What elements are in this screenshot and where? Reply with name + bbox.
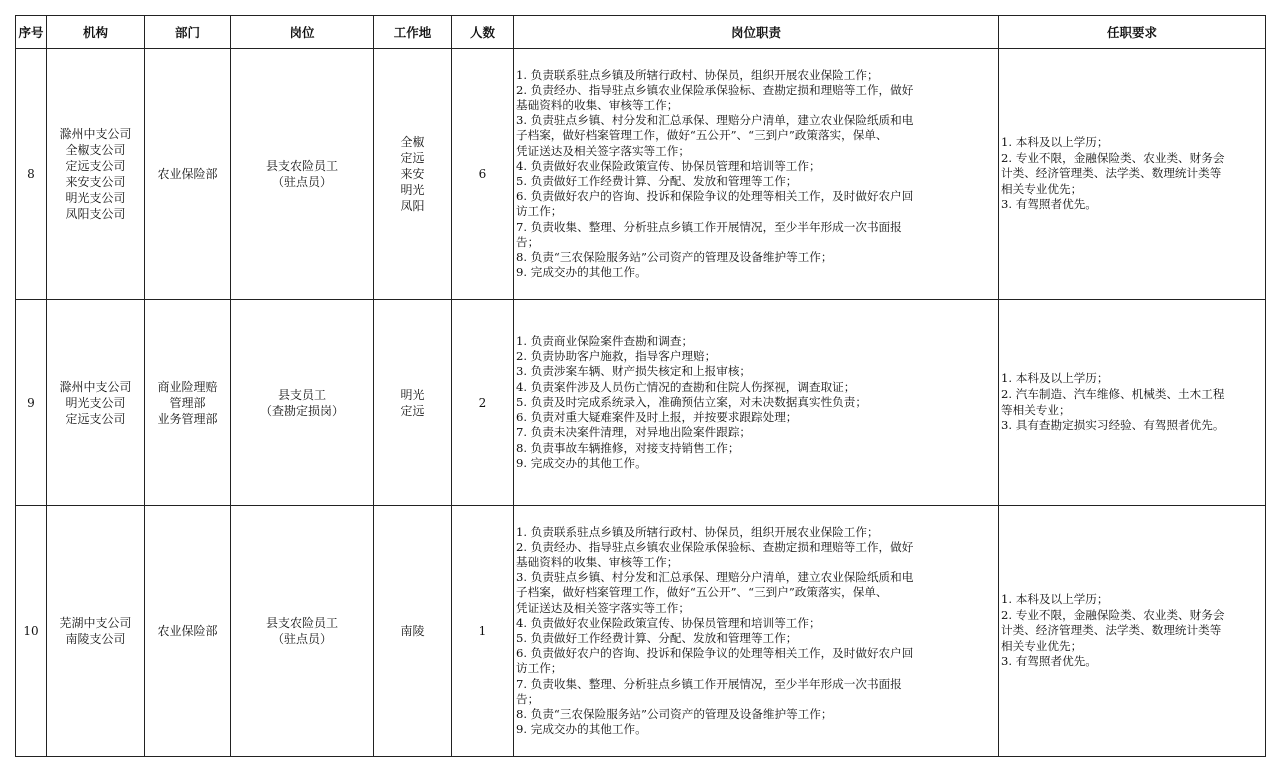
duty-line: 7. 负责未决案件清理，对异地出险案件跟踪； (516, 425, 752, 440)
location-line: 全椒 (400, 135, 425, 149)
org-line: 滁州中支公司 (59, 127, 132, 141)
org-line: 全椒支公司 (65, 143, 126, 157)
duty-line: 7. 负责收集、整理、分析驻点乡镇工作开展情况，至少半年形成一次书面报 (516, 219, 902, 234)
post-line: （查勘定损岗） (259, 403, 344, 418)
header-post: 岗位 (231, 16, 374, 49)
dept-line: 农业保险部 (157, 167, 218, 181)
cell-requirements (999, 49, 1266, 300)
dept-line: 业务管理部 (157, 411, 218, 426)
org-line: 明光支公司 (65, 395, 126, 410)
header-org: 机构 (47, 16, 145, 49)
header-requirements: 任职要求 (999, 16, 1266, 49)
duty-line: 6. 负责对重大疑难案件及时上报，并按要求跟踪处理； (516, 410, 798, 425)
cell-post (231, 506, 374, 757)
job-table-container (15, 15, 1266, 757)
cell-location (374, 300, 452, 506)
header-row (16, 16, 1266, 49)
duty-line: 5. 负责及时完成系统录入，准确预估立案，对未决数据真实性负责； (516, 394, 867, 409)
cell-dept (145, 506, 231, 757)
requirement-line: 相关专业优先； (1001, 181, 1083, 196)
requirement-line: 计类、经济管理类、法学类、数理统计类等 (1001, 166, 1222, 181)
requirement-line: 2. 汽车制造、汽车维修、机械类、土木工程 (1001, 386, 1225, 401)
cell-org (47, 506, 145, 757)
requirement-line: 1. 本科及以上学历； (1001, 371, 1109, 386)
post-line: 县支农险员工 (265, 159, 338, 173)
header-location: 工作地 (374, 16, 452, 49)
post-line: （驻点员） (271, 632, 332, 646)
cell-count: 1 (452, 506, 514, 757)
duty-line: 8. 负责“三农保险服务站”公司资产的管理及设备维护等工作； (516, 707, 833, 722)
duty-line: 子档案，做好档案管理工作，做好“五公开”、“三到户”政策落实，保单、 (516, 585, 888, 600)
org-line: 定远支公司 (65, 159, 126, 173)
duty-line: 7. 负责收集、整理、分析驻点乡镇工作开展情况，至少半年形成一次书面报 (516, 676, 902, 691)
cell-seq: 9 (16, 300, 47, 506)
cell-org (47, 49, 145, 300)
table-row (16, 300, 1266, 506)
duty-line: 告； (516, 234, 540, 249)
cell-requirements (999, 300, 1266, 506)
duty-line: 1. 负责商业保险案件查勘和调查； (516, 334, 694, 349)
cell-count: 2 (452, 300, 514, 506)
requirement-line: 3. 有驾照者优先。 (1001, 654, 1097, 669)
duty-line: 基础资料的收集、审核等工作； (516, 554, 679, 569)
requirement-line: 2. 专业不限，金融保险类、农业类、财务会 (1001, 150, 1225, 165)
cell-duties (514, 300, 999, 506)
location-line: 凤阳 (400, 199, 425, 213)
cell-requirements (999, 506, 1266, 757)
duty-line: 6. 负责做好农户的咨询、投诉和保险争议的处理等相关工作，及时做好农户回 (516, 189, 914, 204)
dept-line: 商业险理赔 (157, 379, 218, 394)
post-line: 县支员工 (277, 387, 326, 402)
cell-seq: 10 (16, 506, 47, 757)
duty-line: 1. 负责联系驻点乡镇及所辖行政村、协保员，组织开展农业保险工作； (516, 67, 879, 82)
job-table (15, 15, 1266, 757)
location-line: 明光 (400, 387, 425, 402)
org-line: 南陵支公司 (65, 632, 126, 646)
header-seq: 序号 (16, 16, 47, 49)
duty-line: 5. 负责做好工作经费计算、分配、发放和管理等工作； (516, 631, 798, 645)
location-line: 定远 (400, 151, 425, 165)
duty-line: 2. 负责协助客户施救，指导客户理赔； (516, 349, 717, 364)
cell-duties (514, 506, 999, 757)
duty-line: 3. 负责驻点乡镇、村分发和汇总承保、理赔分户清单，建立农业保险纸质和电 (516, 570, 914, 585)
requirement-line: 相关专业优先； (1001, 638, 1083, 653)
duty-line: 访工作； (516, 204, 563, 219)
duty-line: 凭证送达及相关签字落实等工作； (516, 143, 690, 158)
header-dept: 部门 (145, 16, 231, 49)
duty-line: 1. 负责联系驻点乡镇及所辖行政村、协保员，组织开展农业保险工作； (516, 524, 879, 539)
header-duties: 岗位职责 (514, 16, 999, 49)
requirement-line: 3. 有驾照者优先。 (1001, 197, 1097, 212)
duty-line: 3. 负责驻点乡镇、村分发和汇总承保、理赔分户清单，建立农业保险纸质和电 (516, 113, 914, 128)
requirement-line: 3. 具有查勘定损实习经验、有驾照者优先。 (1001, 418, 1225, 433)
dept-line: 管理部 (169, 395, 206, 410)
dept-line: 农业保险部 (157, 624, 218, 638)
cell-location (374, 506, 452, 757)
post-line: 县支农险员工 (265, 616, 338, 630)
org-line: 滁州中支公司 (59, 379, 132, 394)
cell-org (47, 300, 145, 506)
location-line: 定远 (400, 403, 425, 418)
requirement-line: 等相关专业； (1001, 402, 1071, 417)
requirement-line: 1. 本科及以上学历； (1001, 135, 1109, 150)
cell-count: 6 (452, 49, 514, 300)
requirement-line: 计类、经济管理类、法学类、数理统计类等 (1001, 623, 1222, 638)
duty-line: 告； (516, 691, 540, 706)
duty-line: 访工作； (516, 661, 563, 676)
duty-line: 9. 完成交办的其他工作。 (516, 722, 647, 737)
cell-duties (514, 49, 999, 300)
org-line: 定远支公司 (65, 411, 126, 426)
duty-line: 9. 完成交办的其他工作。 (516, 455, 647, 470)
location-line: 南陵 (400, 624, 425, 638)
post-line: （驻点员） (271, 175, 332, 189)
cell-dept (145, 49, 231, 300)
cell-post (231, 49, 374, 300)
duty-line: 4. 负责做好农业保险政策宣传、协保员管理和培训等工作； (516, 615, 821, 630)
table-row (16, 49, 1266, 300)
duty-line: 4. 负责做好农业保险政策宣传、协保员管理和培训等工作； (516, 158, 821, 173)
duty-line: 2. 负责经办、指导驻点乡镇农业保险承保验标、查勘定损和理赔等工作，做好 (516, 82, 914, 97)
requirement-line: 2. 专业不限，金融保险类、农业类、财务会 (1001, 607, 1225, 622)
location-line: 来安 (400, 167, 425, 181)
duty-line: 5. 负责做好工作经费计算、分配、发放和管理等工作； (516, 174, 798, 188)
duty-line: 2. 负责经办、指导驻点乡镇农业保险承保验标、查勘定损和理赔等工作，做好 (516, 539, 914, 554)
location-line: 明光 (400, 183, 425, 197)
cell-post (231, 300, 374, 506)
duty-line: 3. 负责涉案车辆、财产损失核定和上报审核； (516, 364, 752, 379)
org-line: 明光支公司 (65, 191, 126, 205)
requirement-line: 1. 本科及以上学历； (1001, 592, 1109, 607)
duty-line: 8. 负责“三农保险服务站”公司资产的管理及设备维护等工作； (516, 250, 833, 265)
cell-dept (145, 300, 231, 506)
org-line: 凤阳支公司 (65, 207, 126, 221)
duty-line: 子档案，做好档案管理工作，做好“五公开”、“三到户”政策落实，保单、 (516, 128, 888, 143)
duty-line: 9. 完成交办的其他工作。 (516, 265, 647, 280)
header-count: 人数 (452, 16, 514, 49)
cell-location (374, 49, 452, 300)
duty-line: 4. 负责案件涉及人员伤亡情况的查勘和住院人伤探视，调查取证； (516, 379, 856, 394)
org-line: 芜湖中支公司 (59, 616, 132, 630)
cell-seq: 8 (16, 49, 47, 300)
duty-line: 8. 负责事故车辆推修，对接支持销售工作； (516, 440, 740, 455)
duty-line: 基础资料的收集、审核等工作； (516, 97, 679, 112)
table-row (16, 506, 1266, 757)
org-line: 来安支公司 (65, 175, 126, 189)
duty-line: 凭证送达及相关签字落实等工作； (516, 600, 690, 615)
duty-line: 6. 负责做好农户的咨询、投诉和保险争议的处理等相关工作，及时做好农户回 (516, 646, 914, 661)
